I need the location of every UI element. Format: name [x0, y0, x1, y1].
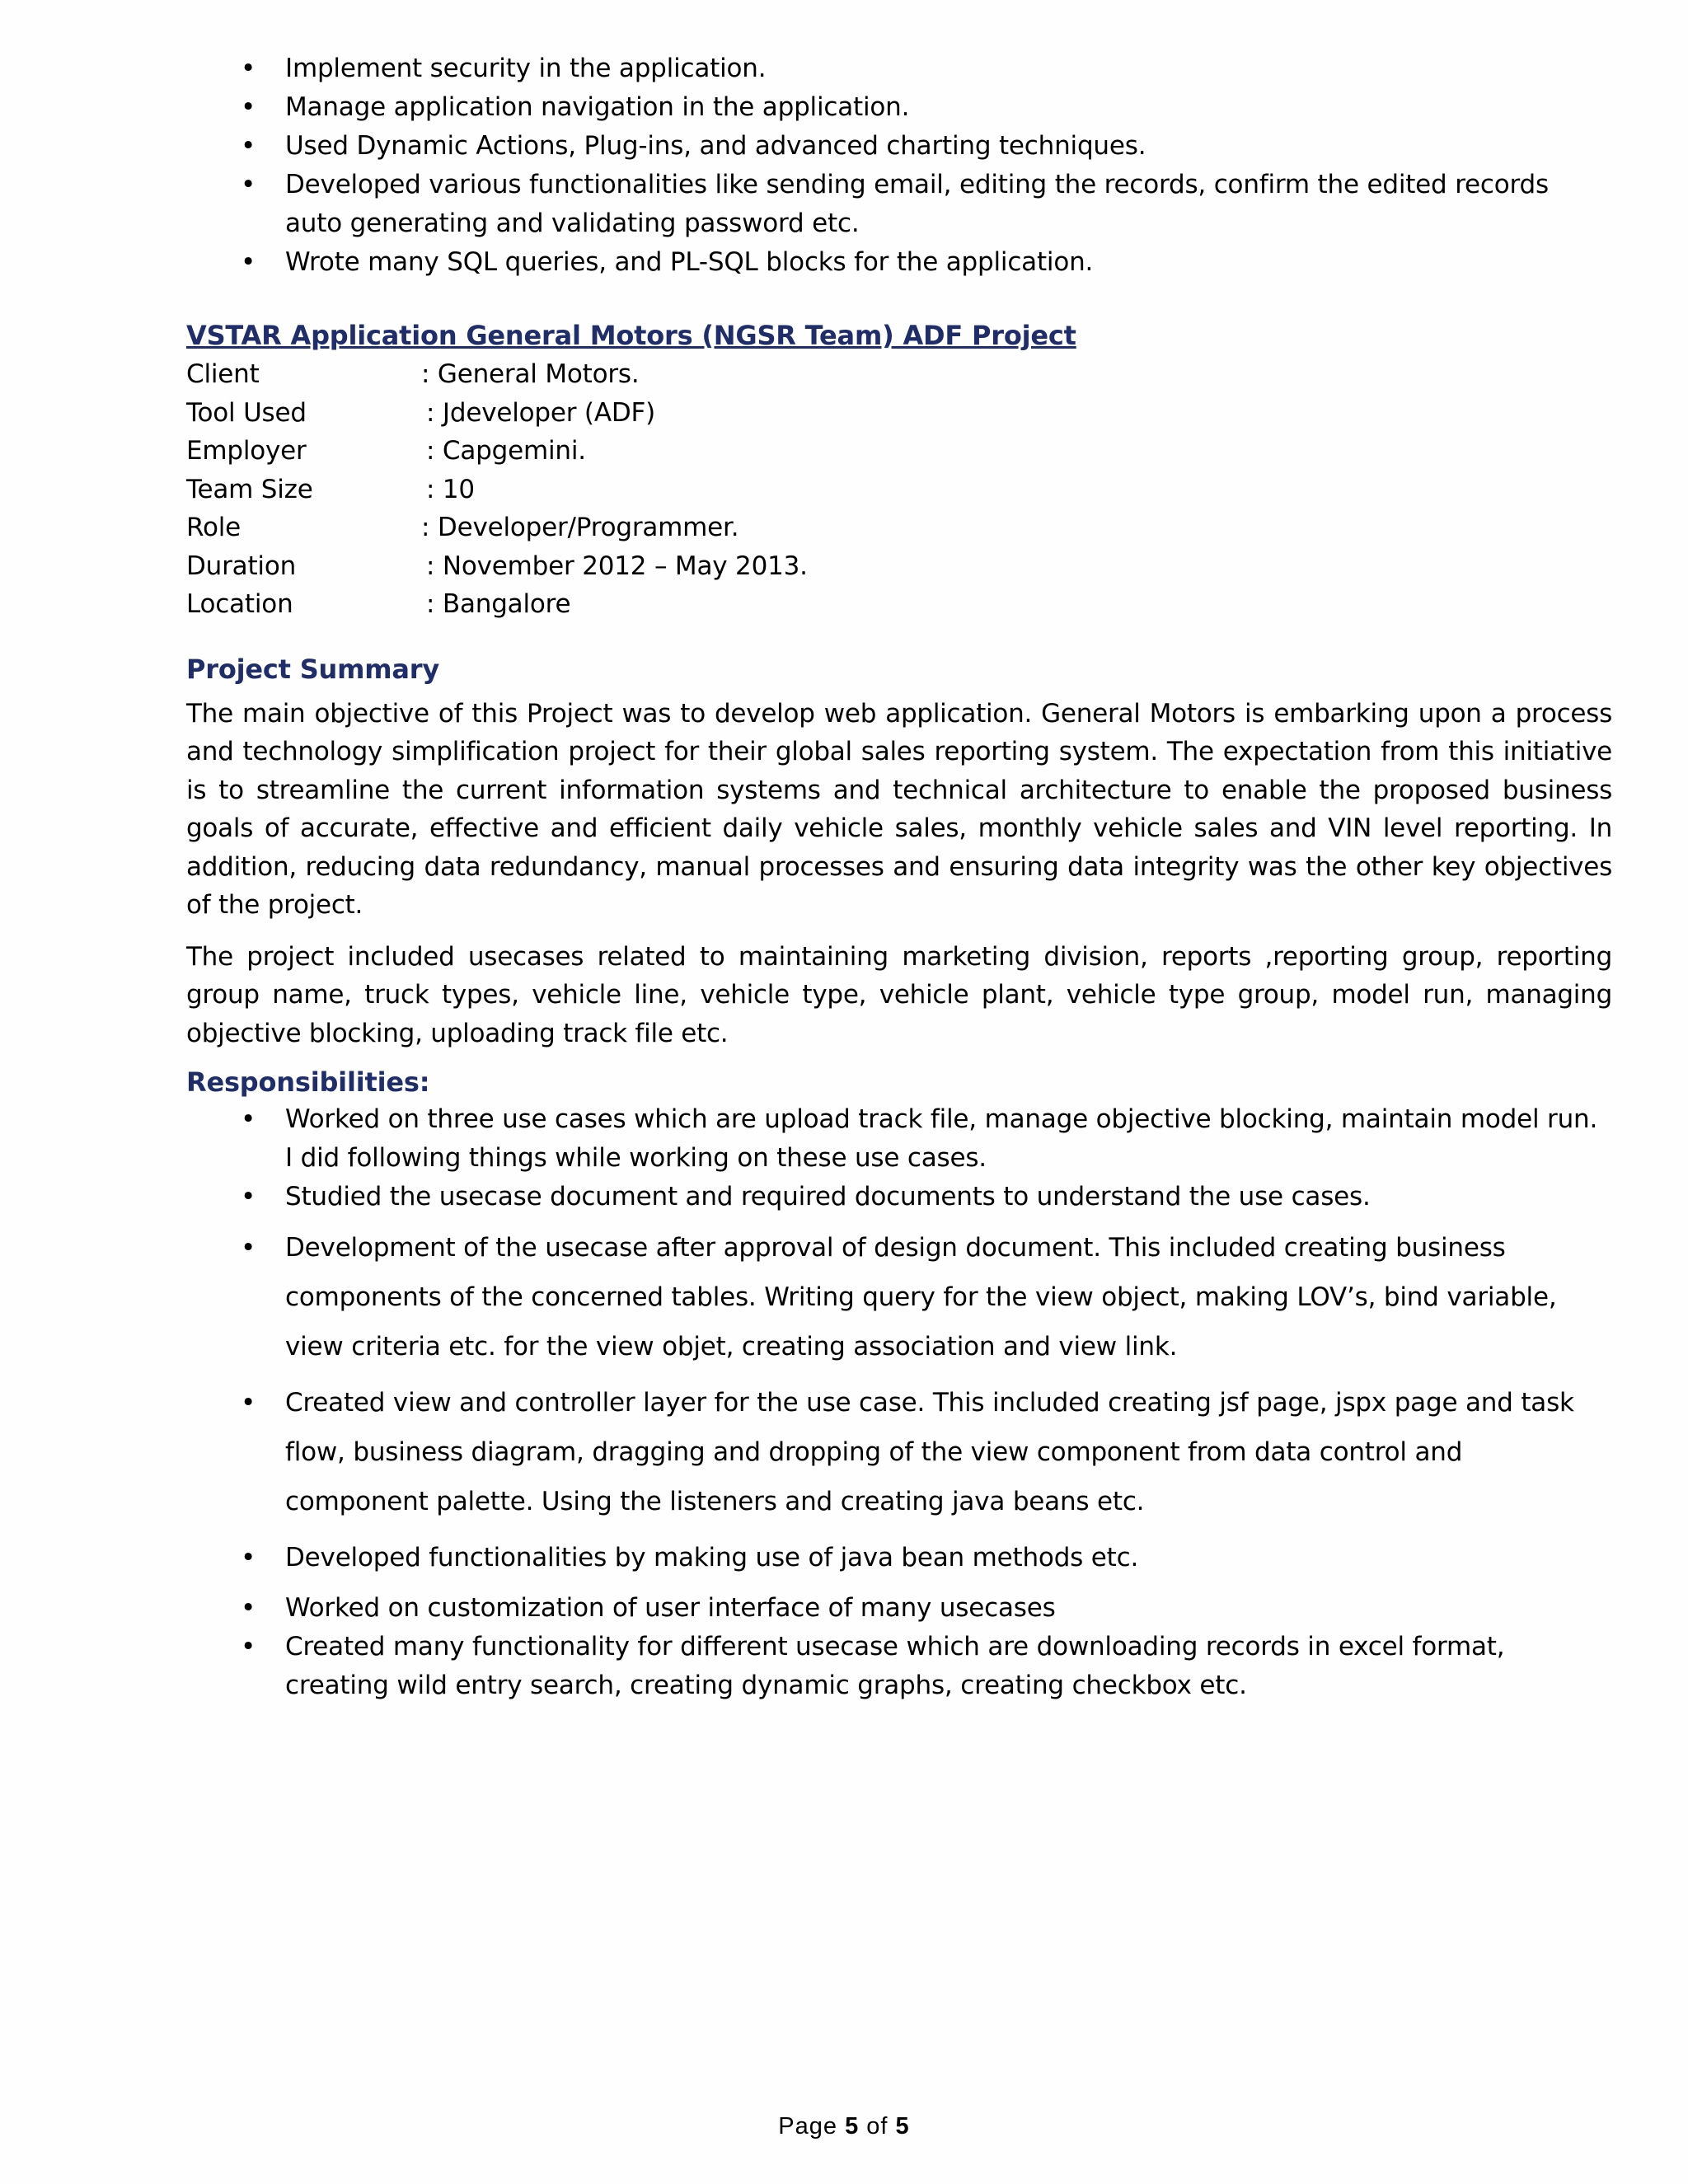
summary-paragraph: The project included usecases related to maintaining marketing division, reports ,reporting group, reporting group name, truck types, vehicle line, vehicle type, vehicle plant, vehicle type group, model run, managing objective blocking, uploading track file etc. — [186, 941, 1612, 1048]
list-item: • Created many functionality for different usecase which are downloading records in excel format, creating wild entry search, creating dynamic graphs, creating checkbox etc. — [186, 1628, 1612, 1705]
field-role — [186, 509, 1612, 547]
bullet-icon: • — [241, 1543, 256, 1572]
bullet-icon: • — [241, 247, 256, 277]
list-item: • Manage application navigation in the application. — [186, 88, 1612, 127]
field-value: : Bangalore — [426, 589, 571, 619]
field-value: : Capgemini. — [426, 436, 586, 466]
field-location — [186, 585, 1612, 624]
field-label: Role — [186, 513, 241, 542]
bullet-icon: • — [241, 131, 256, 161]
list-item: • Development of the usecase after approval of design document. This included creating business components of the concerned tables. Writing query for the view object, making LOV’s, bind variable, view criteria etc. for the view objet, creating association and view link. — [186, 1223, 1612, 1371]
list-item: • Used Dynamic Actions, Plug-ins, and advanced charting techniques. — [186, 127, 1612, 166]
field-label: Client — [186, 359, 260, 389]
bullet-icon: • — [241, 170, 256, 199]
responsibilities-list — [186, 1100, 1612, 1705]
list-item: • Worked on customization of user interface of many usecases — [186, 1589, 1612, 1628]
field-value: : November 2012 – May 2013. — [426, 551, 808, 581]
list-item: • Developed various functionalities like sending email, editing the records, confirm the edited records auto generating and validating password etc. — [186, 166, 1612, 243]
top-bullet-list — [186, 49, 1612, 282]
list-item: • Created view and controller layer for the use case. This included creating jsf page, jspx page and task flow, business diagram, dragging and dropping of the view component from data control and component palette. Using the listeners and creating java beans etc. — [186, 1378, 1612, 1526]
field-label: Team Size — [186, 474, 313, 504]
page-footer — [0, 2110, 1688, 2143]
list-item: • Developed functionalities by making use of java bean methods etc. — [186, 1533, 1612, 1582]
field-value: : 10 — [426, 474, 475, 504]
field-value: : Jdeveloper (ADF) — [426, 397, 656, 428]
field-label: Duration — [186, 551, 297, 581]
bullet-icon: • — [241, 1104, 256, 1134]
field-label: Employer — [186, 436, 307, 466]
field-client — [186, 355, 1612, 394]
field-tool-used — [186, 394, 1612, 433]
summary-paragraph: The main objective of this Project was to develop web application. General Motors is embarking upon a process and technology simplification project for their global sales reporting system. The expectation from this initiative is to streamline the current information systems and technical architecture to enable the proposed business goals of accurate, effective and efficient daily vehicle sales, monthly vehicle sales and VIN level reporting. In addition, reducing data redundancy, manual processes and ensuring data integrity was the other key objectives of the project. — [186, 698, 1612, 920]
list-item: • Worked on three use cases which are upload track file, manage objective blocking, maintain model run. I did following things while working on these use cases. — [186, 1100, 1612, 1178]
field-value: : Developer/Programmer. — [421, 513, 739, 542]
page-content — [186, 49, 1612, 1705]
field-team-size — [186, 471, 1612, 509]
field-employer — [186, 432, 1612, 471]
project-title: VSTAR Application General Motors (NGSR Team) ADF Project — [186, 320, 1076, 351]
list-item: • Studied the usecase document and required documents to understand the use cases. — [186, 1178, 1612, 1216]
field-label: Tool Used — [186, 397, 307, 428]
responsibilities-heading: Responsibilities: — [186, 1066, 430, 1098]
bullet-icon: • — [241, 1182, 256, 1212]
page-word: Page — [778, 2113, 838, 2139]
bullet-icon: • — [241, 1632, 256, 1661]
of-word: of — [866, 2113, 889, 2139]
field-value: : General Motors. — [421, 359, 640, 389]
bullet-icon: • — [241, 92, 256, 122]
bullet-icon: • — [241, 1388, 256, 1418]
list-item: • Wrote many SQL queries, and PL-SQL blocks for the application. — [186, 243, 1612, 282]
page-number: 5 — [845, 2113, 860, 2139]
field-label: Location — [186, 589, 293, 619]
field-duration — [186, 547, 1612, 586]
bullet-icon: • — [241, 1593, 256, 1623]
page-total: 5 — [895, 2113, 910, 2139]
bullet-icon: • — [241, 1233, 256, 1263]
project-summary-heading: Project Summary — [186, 653, 440, 685]
project-details — [186, 355, 1612, 624]
bullet-icon: • — [241, 54, 256, 83]
list-item: • Implement security in the application. — [186, 49, 1612, 88]
